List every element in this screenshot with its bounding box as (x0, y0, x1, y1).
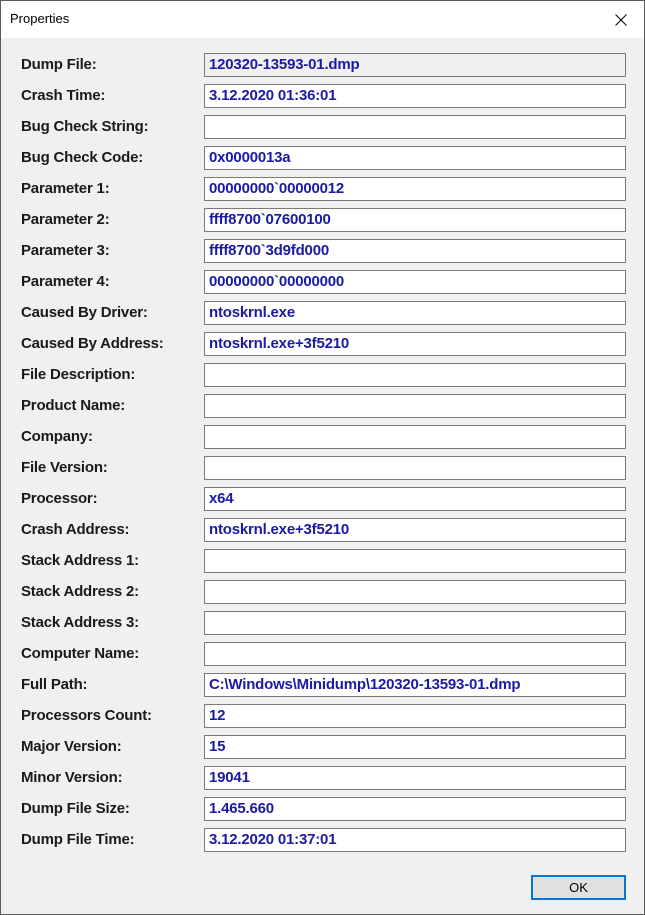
property-value-field[interactable]: 1.465.660 (204, 797, 626, 821)
property-value-field[interactable] (204, 425, 626, 449)
property-value-field[interactable]: ffff8700`3d9fd000 (204, 239, 626, 263)
property-row (1, 361, 644, 392)
property-row (1, 144, 644, 175)
property-row (1, 609, 644, 640)
property-value-field[interactable] (204, 456, 626, 480)
property-row (1, 485, 644, 516)
property-row (1, 237, 644, 268)
property-label: Processors Count: (21, 707, 152, 724)
property-row (1, 640, 644, 671)
property-value-field[interactable]: 3.12.2020 01:36:01 (204, 84, 626, 108)
property-row (1, 733, 644, 764)
property-value-field[interactable]: ntoskrnl.exe+3f5210 (204, 518, 626, 542)
property-value-field[interactable] (204, 363, 626, 387)
property-label: Dump File: (21, 56, 97, 73)
property-value-field[interactable] (204, 115, 626, 139)
property-value-field[interactable]: 0x0000013a (204, 146, 626, 170)
property-label: Bug Check String: (21, 118, 149, 135)
property-label: Stack Address 1: (21, 552, 139, 569)
property-label: Caused By Address: (21, 335, 164, 352)
property-row (1, 671, 644, 702)
property-label: Processor: (21, 490, 98, 507)
property-value-field[interactable] (204, 394, 626, 418)
property-row (1, 795, 644, 826)
property-row (1, 330, 644, 361)
property-label: Minor Version: (21, 769, 123, 786)
property-row (1, 764, 644, 795)
property-value-field[interactable]: x64 (204, 487, 626, 511)
property-label: Major Version: (21, 738, 122, 755)
property-label: Crash Address: (21, 521, 130, 538)
property-row (1, 206, 644, 237)
property-row (1, 268, 644, 299)
property-row (1, 392, 644, 423)
property-label: Parameter 4: (21, 273, 110, 290)
property-label: Parameter 3: (21, 242, 110, 259)
title-bar[interactable] (1, 1, 644, 38)
property-value-field[interactable]: ffff8700`07600100 (204, 208, 626, 232)
property-value-field[interactable]: ntoskrnl.exe (204, 301, 626, 325)
property-value-field[interactable]: 12 (204, 704, 626, 728)
property-value-field[interactable] (204, 611, 626, 635)
ok-button[interactable]: OK (531, 875, 626, 900)
property-label: Computer Name: (21, 645, 140, 662)
property-value-field[interactable]: C:\Windows\Minidump\120320-13593-01.dmp (204, 673, 626, 697)
property-label: Dump File Time: (21, 831, 135, 848)
close-button[interactable] (598, 1, 644, 38)
property-row (1, 702, 644, 733)
property-row (1, 82, 644, 113)
property-label: Full Path: (21, 676, 88, 693)
property-label: Stack Address 3: (21, 614, 139, 631)
property-value-field[interactable]: 00000000`00000012 (204, 177, 626, 201)
property-label: Product Name: (21, 397, 126, 414)
property-value-field[interactable]: 19041 (204, 766, 626, 790)
property-value-field[interactable] (204, 580, 626, 604)
window-title: Properties (10, 11, 70, 26)
property-row (1, 299, 644, 330)
property-label: Caused By Driver: (21, 304, 148, 321)
property-value-field[interactable]: 120320-13593-01.dmp (204, 53, 626, 77)
property-row (1, 516, 644, 547)
property-label: File Description: (21, 366, 136, 383)
property-row (1, 175, 644, 206)
property-row (1, 51, 644, 82)
property-label: Dump File Size: (21, 800, 130, 817)
property-value-field[interactable]: 00000000`00000000 (204, 270, 626, 294)
properties-list (1, 51, 644, 857)
property-value-field[interactable] (204, 549, 626, 573)
property-label: Stack Address 2: (21, 583, 139, 600)
property-label: Crash Time: (21, 87, 106, 104)
property-value-field[interactable]: ntoskrnl.exe+3f5210 (204, 332, 626, 356)
property-row (1, 423, 644, 454)
property-label: File Version: (21, 459, 108, 476)
property-label: Parameter 2: (21, 211, 110, 228)
property-row (1, 454, 644, 485)
property-label: Parameter 1: (21, 180, 110, 197)
property-row (1, 578, 644, 609)
property-row (1, 826, 644, 857)
property-label: Company: (21, 428, 93, 445)
property-value-field[interactable] (204, 642, 626, 666)
property-row (1, 547, 644, 578)
property-row (1, 113, 644, 144)
property-value-field[interactable]: 15 (204, 735, 626, 759)
property-value-field[interactable]: 3.12.2020 01:37:01 (204, 828, 626, 852)
close-icon (615, 14, 627, 26)
property-label: Bug Check Code: (21, 149, 144, 166)
